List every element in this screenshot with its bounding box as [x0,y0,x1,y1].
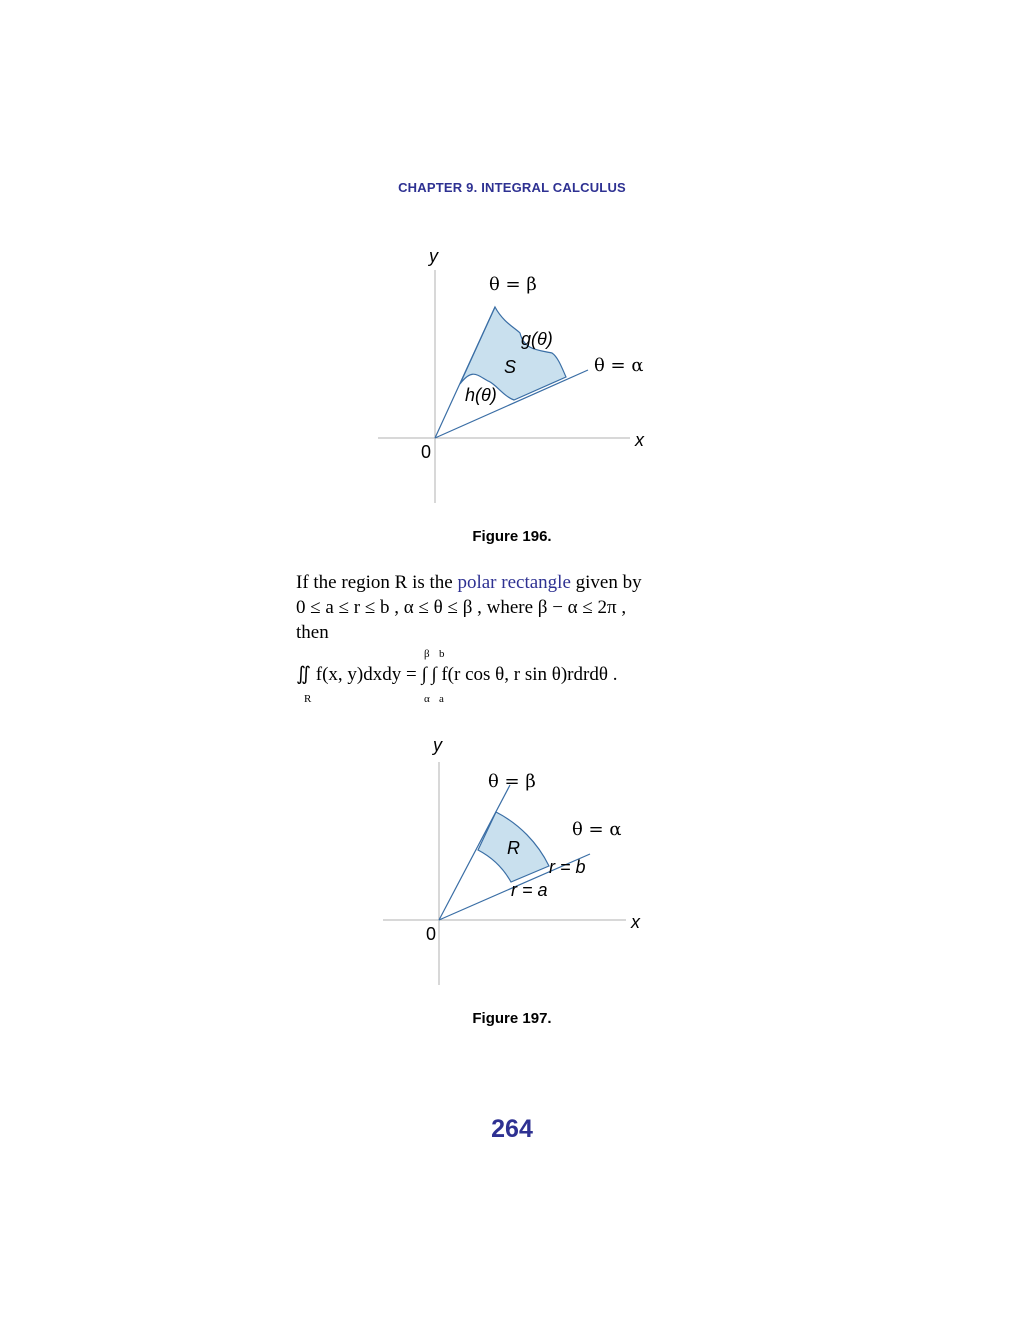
arc-a-label: r = a [511,880,548,900]
polar-rectangle-link[interactable]: polar rectangle [457,572,571,593]
upper-limit-beta: β [424,648,430,660]
x-axis-label: x [631,912,640,932]
lower-limit-alpha: α [424,693,430,705]
paragraph-line-1: If the region R is the polar rectangle given by [296,572,642,593]
curve-h-label: h(θ) [465,385,497,405]
arc-b-label: r = b [549,857,586,877]
ray-alpha-label: θ = α [572,819,622,840]
upper-limit-b: b [439,648,445,660]
origin-label: 0 [421,442,432,462]
paragraph-line-2: 0 ≤ a ≤ r ≤ b , α ≤ θ ≤ β , where β − α ≤ 2π , [296,597,627,618]
region-r-label: R [507,838,520,858]
y-axis-label: y [433,735,442,755]
figure-197-caption: Figure 197. [472,1010,552,1027]
paragraph-line-3: then [296,622,329,643]
x-axis-label: x [635,430,644,450]
y-axis-label: y [429,246,438,266]
curve-g-label: g(θ) [521,329,553,349]
ray-beta-label: θ = β [489,274,537,295]
lower-limit-a: a [439,693,444,705]
region-s-label: S [504,357,517,377]
figure-196-caption: Figure 196. [472,528,552,545]
ray-beta-label: θ = β [488,771,536,792]
origin-label: 0 [426,924,437,944]
ray-alpha-label: θ = α [594,355,644,376]
page-number: 264 [491,1115,533,1143]
lower-limit-r: R [304,693,312,705]
formula-expression: ∬ f(x, y)dxdy = ∫ ∫ f(r cos θ, r sin θ)rdrdθ . [296,664,618,685]
chapter-header: CHAPTER 9. INTEGRAL CALCULUS [398,180,626,195]
